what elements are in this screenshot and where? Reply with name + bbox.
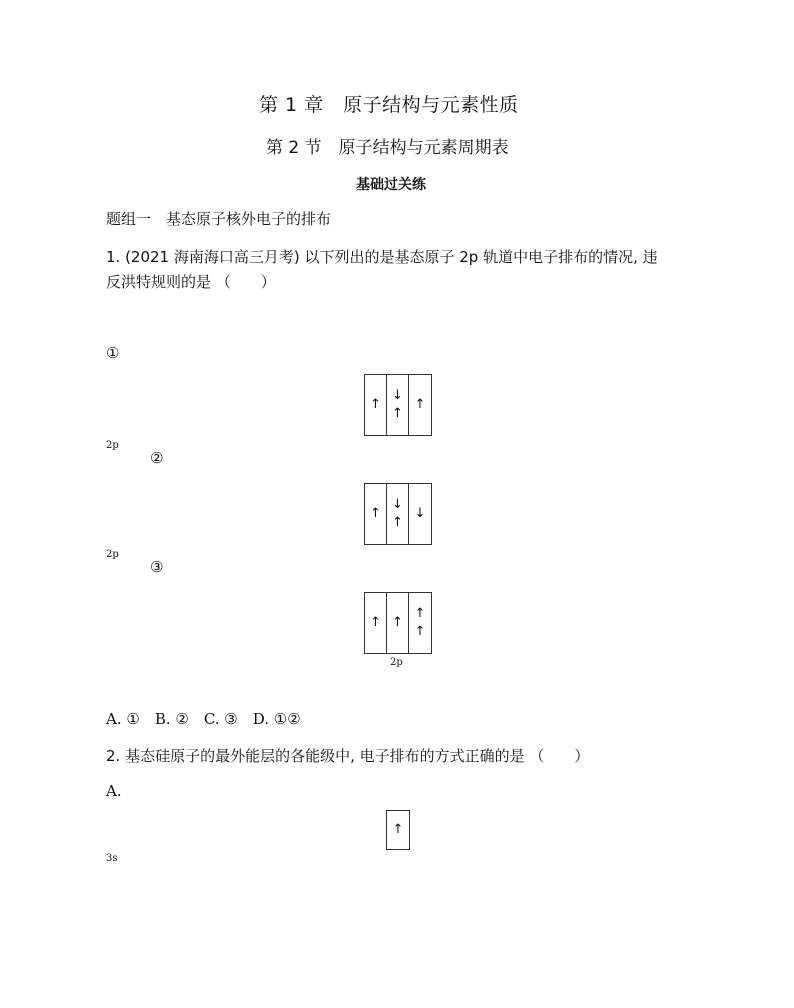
orbital-cell: [387, 811, 409, 849]
orbital-cell: [387, 484, 409, 544]
orbital-box-1: [364, 374, 432, 436]
orbital-label-2: 2p: [106, 549, 119, 560]
diagram-2-marker: ②: [150, 449, 164, 467]
orbital-cell: [387, 593, 409, 653]
electron-arrow: ↑: [414, 397, 426, 412]
electron-arrow: ↓: [392, 497, 403, 512]
q1-stem-line2: 反洪特规则的是 （ ）: [106, 273, 276, 291]
electron-arrow: ↑: [414, 606, 426, 621]
electron-arrow: ↑: [392, 515, 403, 530]
group-title: 题组一 基态原子核外电子的排布: [106, 210, 332, 228]
orbital-cell: [409, 375, 431, 435]
orbital-cell: [387, 375, 409, 435]
electron-arrow: ↑: [370, 615, 381, 630]
diagram-3-marker: ③: [150, 558, 164, 576]
subsection-title: 基础过关练: [356, 177, 426, 193]
q1-options: A. ① B. ② C. ③ D. ①②: [106, 710, 301, 728]
q2-stem: 2. 基态硅原子的最外能层的各能级中, 电子排布的方式正确的是 （ ）: [106, 747, 590, 765]
orbital-box-3: [364, 592, 432, 654]
orbital-cell: [409, 484, 431, 544]
orbital-box-2: [364, 483, 432, 545]
electron-arrow: ↑: [392, 406, 403, 421]
electron-arrow: ↑: [370, 506, 381, 521]
electron-arrow: ↑: [414, 624, 426, 639]
electron-arrow: ↓: [392, 388, 403, 403]
electron-arrow: ↑: [392, 615, 403, 630]
q1-stem-line1: 1. (2021 海南海口高三月考) 以下列出的是基态原子 2p 轨道中电子排布的情况, 违: [106, 248, 658, 266]
electron-arrow: ↑: [392, 822, 404, 837]
orbital-cell: [409, 593, 431, 653]
orbital-cell: [365, 375, 387, 435]
section-title: 第 2 节 原子结构与元素周期表: [266, 138, 509, 158]
orbital-cell: [365, 484, 387, 544]
orbital-label-3: 2p: [390, 657, 403, 668]
electron-arrow: ↑: [370, 397, 381, 412]
q2-option-a-label: A.: [106, 782, 122, 800]
diagram-1-marker: ①: [106, 344, 120, 362]
electron-arrow: ↓: [414, 506, 426, 521]
orbital-box-q2a: [386, 810, 410, 850]
orbital-cell: [365, 593, 387, 653]
orbital-label-1: 2p: [106, 440, 119, 451]
chapter-title: 第 1 章 原子结构与元素性质: [259, 94, 519, 116]
orbital-label-q2a: 3s: [106, 853, 118, 864]
